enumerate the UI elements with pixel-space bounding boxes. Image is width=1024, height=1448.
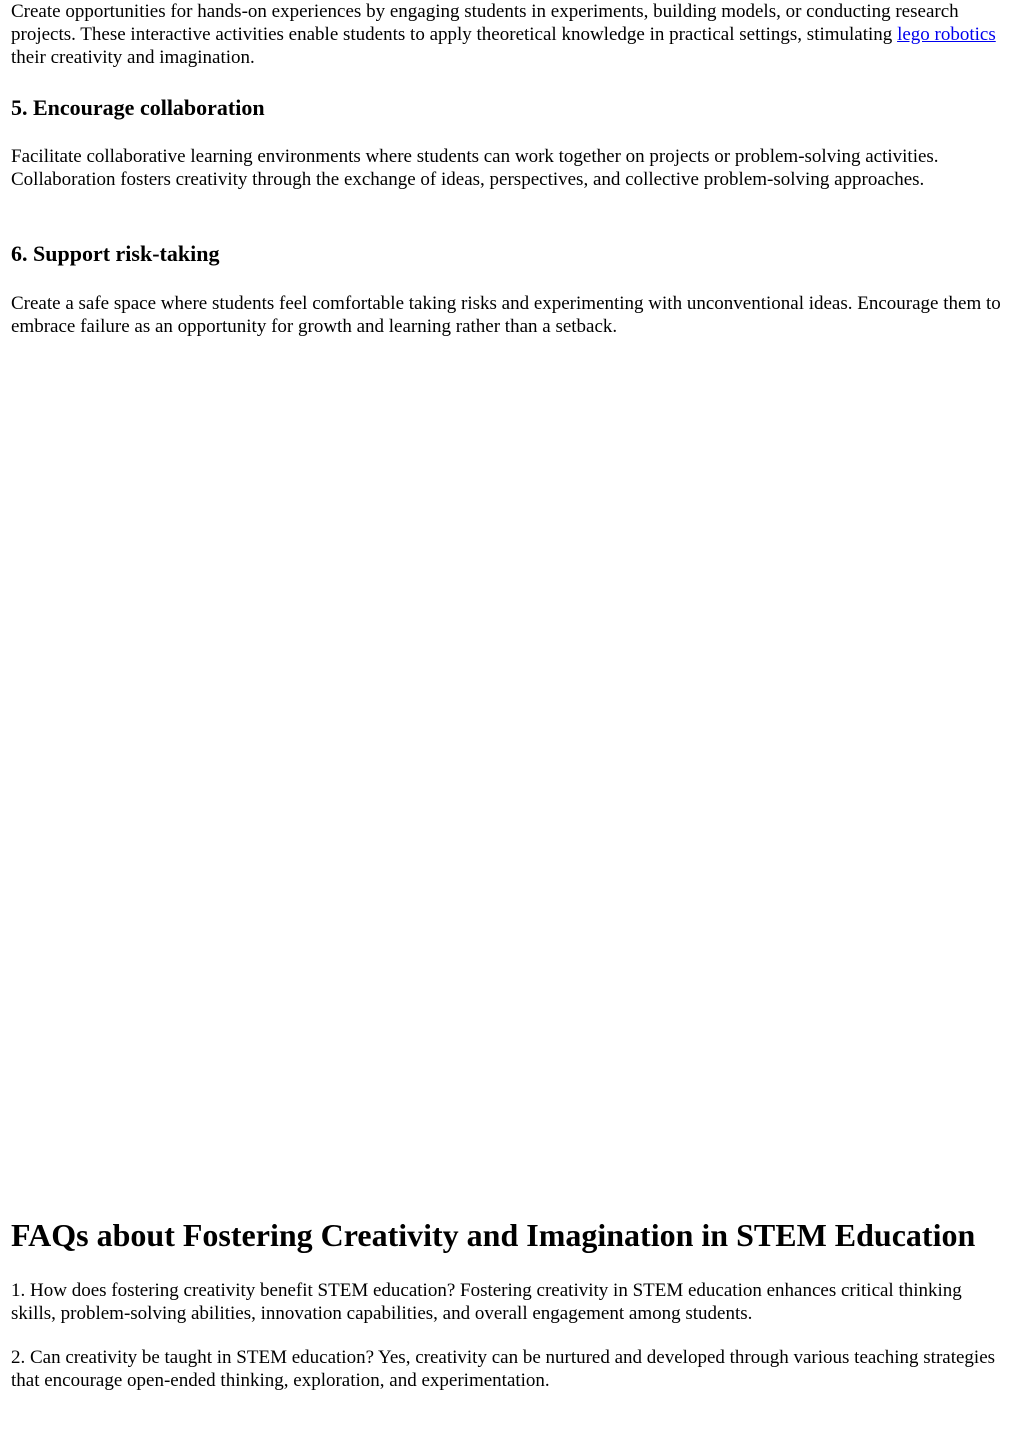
section-heading-collaboration: 5. Encourage collaboration bbox=[11, 95, 265, 120]
hands-on-text-before-link: Create opportunities for hands-on experiences by engaging students in experiments, building models, or conducting research projects. These interactive activities enable students to apply theoretical knowledge in practical settings, stimulating bbox=[11, 1, 959, 45]
hands-on-paragraph bbox=[11, 0, 1001, 69]
section-heading-risk-taking: 6. Support risk-taking bbox=[11, 241, 220, 266]
faq-heading: FAQs about Fostering Creativity and Imagination in STEM Education bbox=[11, 1217, 976, 1253]
collaboration-paragraph: Facilitate collaborative learning environments where students can work together on projects or problem-solving activities. Collaboration fosters creativity through the exchange of ideas, perspectives, and collective problem-solving approaches. bbox=[11, 146, 939, 190]
lego-robotics-link[interactable]: lego robotics bbox=[897, 24, 996, 45]
faq-item: 1. How does fostering creativity benefit STEM education? Fostering creativity in STEM education enhances critical thinking skills, problem-solving abilities, innovation capabilities, and overall engagement among students. bbox=[11, 1280, 962, 1324]
risk-taking-paragraph: Create a safe space where students feel comfortable taking risks and experimenting with unconventional ideas. Encourage them to embrace failure as an opportunity for growth and learning rather than a setback. bbox=[11, 293, 1001, 337]
faq-item: 2. Can creativity be taught in STEM education? Yes, creativity can be nurtured and developed through various teaching strategies that encourage open-ended thinking, exploration, and experimentation. bbox=[11, 1347, 996, 1391]
hands-on-text-after-link: their creativity and imagination. bbox=[11, 47, 255, 68]
